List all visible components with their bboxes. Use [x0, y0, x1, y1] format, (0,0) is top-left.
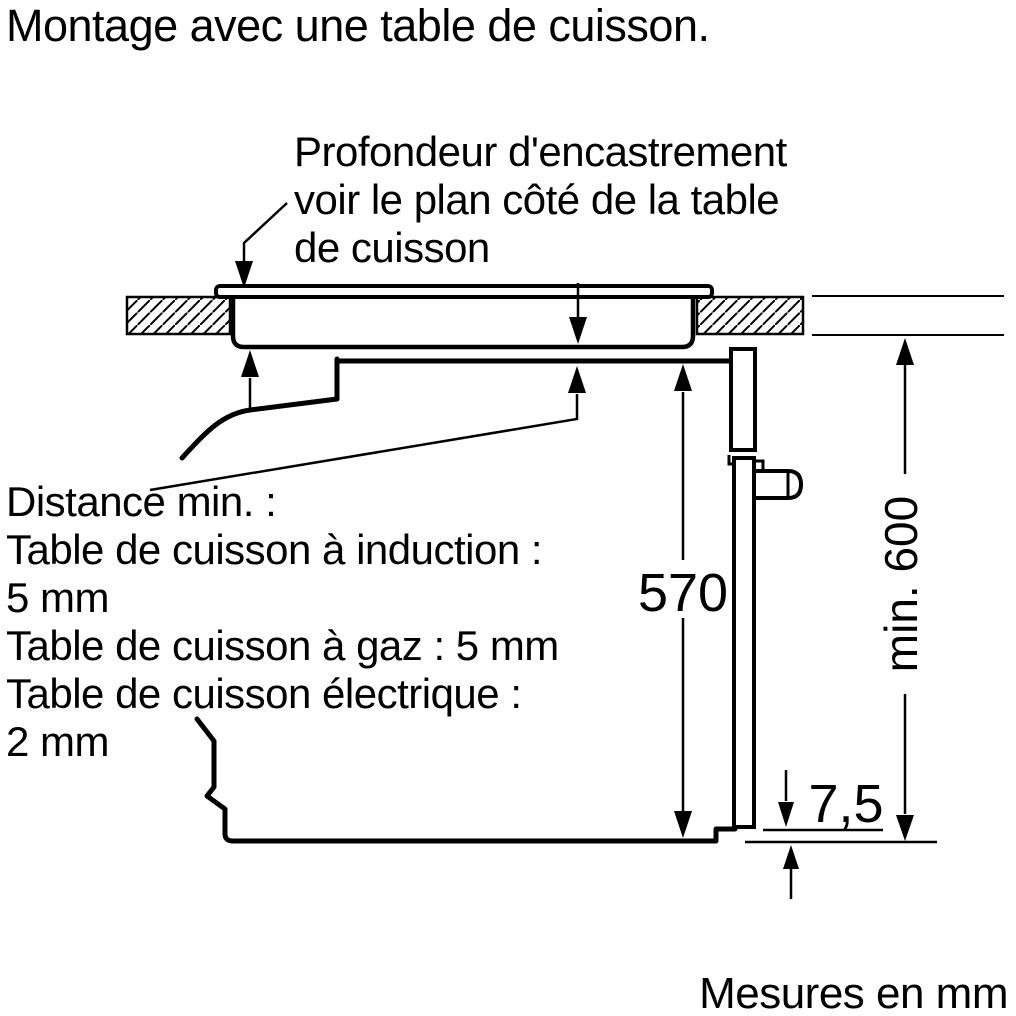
min-distance-arrow-cooktop-bottom — [241, 350, 259, 408]
flush-depth-annotation-line2: voir le plan côté de la table — [294, 176, 780, 223]
worktop-left-section — [127, 297, 230, 334]
flush-depth-annotation-line3: de cuisson — [294, 224, 490, 271]
units-note: Mesures en mm — [699, 969, 1008, 1016]
oven-handle — [754, 471, 801, 498]
dimension-570-label: 570 — [637, 563, 729, 623]
oven-control-panel-frame — [731, 349, 755, 450]
flush-depth-annotation — [294, 128, 787, 272]
min-distance-note-line5: Table de cuisson électrique : — [6, 670, 522, 717]
worktop-surface-lines — [812, 296, 1004, 335]
min-distance-note-line4: Table de cuisson à gaz : 5 mm — [6, 622, 559, 669]
page-title: Montage avec une table de cuisson. — [6, 0, 710, 51]
cooktop-top-plate — [216, 286, 712, 297]
dimension-min600-label: min. 600 — [875, 495, 927, 673]
flush-depth-annotation-line1: Profondeur d'encastrement — [294, 128, 787, 175]
worktop-right-section — [697, 297, 803, 334]
min-distance-note-line1: Distance min. : — [6, 478, 277, 525]
dimension-75-label: 7,5 — [808, 774, 884, 834]
flush-depth-leader-arrow — [235, 203, 287, 288]
min-distance-note — [6, 478, 559, 766]
oven-top-break-edge — [182, 359, 337, 458]
oven-door — [734, 458, 754, 827]
cooktop-body — [233, 296, 693, 347]
min-distance-note-line3: 5 mm — [6, 574, 109, 621]
min-distance-note-line2: Table de cuisson à induction : — [6, 526, 543, 573]
min-distance-note-line6: 2 mm — [6, 718, 109, 765]
